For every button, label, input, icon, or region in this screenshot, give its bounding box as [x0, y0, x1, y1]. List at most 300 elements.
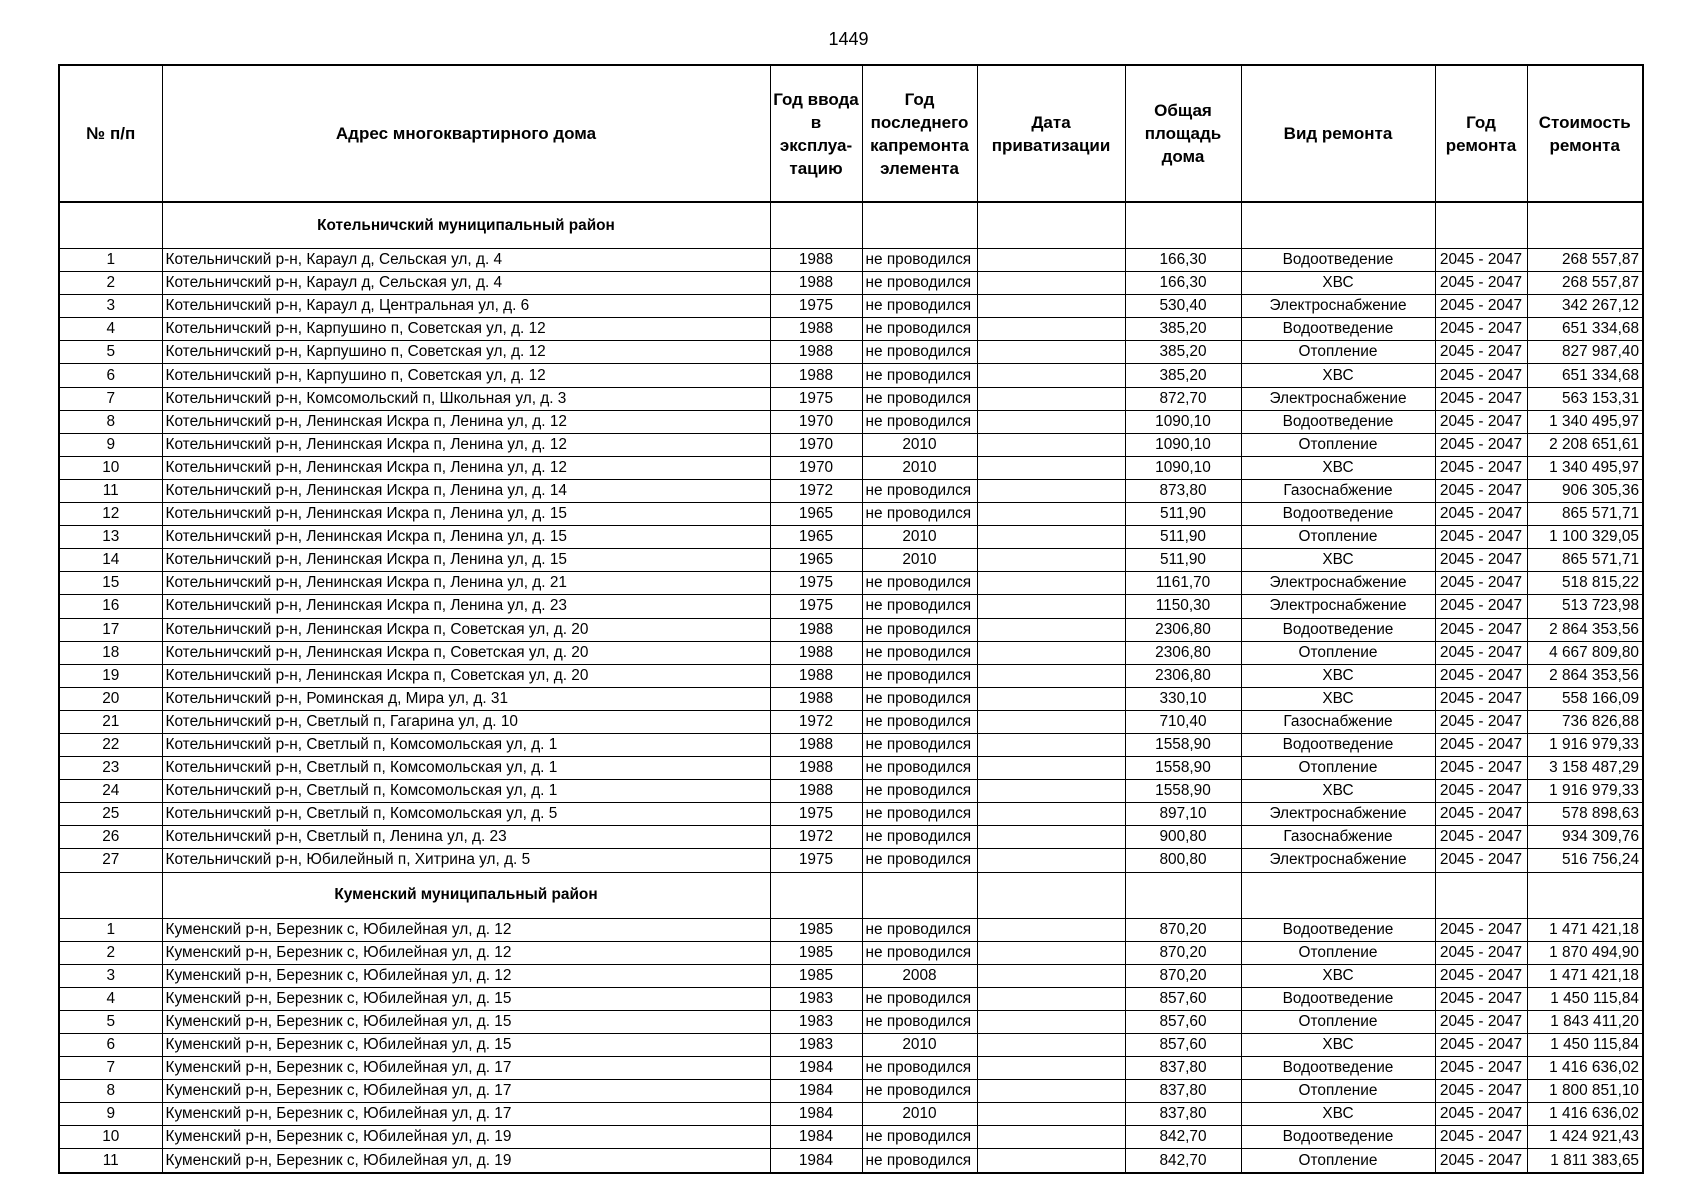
row-cost: 1 870 494,90	[1527, 941, 1643, 964]
table-row	[59, 456, 1643, 479]
row-cost: 651 334,68	[1527, 318, 1643, 341]
row-repair-type: ХВС	[1241, 664, 1435, 687]
row-address: Котельничский р-н, Ленинская Искра п, Ленина ул, д. 15	[162, 503, 770, 526]
row-cost: 513 723,98	[1527, 595, 1643, 618]
row-address: Котельничский р-н, Светлый п, Комсомольская ул, д. 1	[162, 733, 770, 756]
row-year-built: 1972	[770, 479, 862, 502]
row-privatization	[977, 572, 1125, 595]
row-year-built: 1975	[770, 295, 862, 318]
table-row	[59, 272, 1643, 295]
table-row	[59, 664, 1643, 687]
empty-cell	[1435, 202, 1527, 249]
row-last-repair: 2010	[862, 549, 977, 572]
row-repair-years: 2045 - 2047	[1435, 641, 1527, 664]
row-address: Куменский р-н, Березник с, Юбилейная ул, д. 12	[162, 941, 770, 964]
row-address: Котельничский р-н, Юбилейный п, Хитрина ул, д. 5	[162, 849, 770, 872]
row-number: 6	[59, 364, 162, 387]
table-row	[59, 526, 1643, 549]
table-row	[59, 387, 1643, 410]
row-privatization	[977, 1149, 1125, 1173]
header-privatization: Дата приватизации	[977, 65, 1125, 202]
table-row	[59, 757, 1643, 780]
table-row	[59, 572, 1643, 595]
row-repair-years: 2045 - 2047	[1435, 941, 1527, 964]
empty-cell	[1125, 872, 1241, 918]
row-number: 8	[59, 1080, 162, 1103]
row-cost: 1 471 421,18	[1527, 918, 1643, 941]
row-last-repair: 2010	[862, 526, 977, 549]
row-cost: 1 100 329,05	[1527, 526, 1643, 549]
row-repair-years: 2045 - 2047	[1435, 618, 1527, 641]
row-last-repair: не проводился	[862, 1080, 977, 1103]
row-area: 1090,10	[1125, 410, 1241, 433]
row-repair-type: Водоотведение	[1241, 1126, 1435, 1149]
row-address: Куменский р-н, Березник с, Юбилейная ул, д. 17	[162, 1057, 770, 1080]
row-last-repair: не проводился	[862, 410, 977, 433]
row-cost: 1 340 495,97	[1527, 410, 1643, 433]
row-repair-years: 2045 - 2047	[1435, 849, 1527, 872]
row-repair-years: 2045 - 2047	[1435, 433, 1527, 456]
row-area: 2306,80	[1125, 641, 1241, 664]
page-number: 1449	[828, 29, 869, 49]
row-cost: 2 864 353,56	[1527, 618, 1643, 641]
row-area: 1558,90	[1125, 757, 1241, 780]
row-last-repair: не проводился	[862, 295, 977, 318]
row-last-repair: не проводился	[862, 1126, 977, 1149]
district-title: Куменский муниципальный район	[162, 872, 770, 918]
row-year-built: 1988	[770, 341, 862, 364]
row-address: Куменский р-н, Березник с, Юбилейная ул, д. 12	[162, 964, 770, 987]
row-repair-type: Отопление	[1241, 941, 1435, 964]
empty-cell	[862, 202, 977, 249]
row-repair-years: 2045 - 2047	[1435, 341, 1527, 364]
row-area: 1161,70	[1125, 572, 1241, 595]
row-area: 385,20	[1125, 318, 1241, 341]
table-row	[59, 1103, 1643, 1126]
table-header	[59, 65, 1643, 202]
row-last-repair: не проводился	[862, 479, 977, 502]
row-number: 8	[59, 410, 162, 433]
row-year-built: 1988	[770, 664, 862, 687]
row-last-repair: не проводился	[862, 387, 977, 410]
row-year-built: 1988	[770, 618, 862, 641]
row-cost: 827 987,40	[1527, 341, 1643, 364]
row-area: 511,90	[1125, 549, 1241, 572]
row-address: Котельничский р-н, Караул д, Центральная ул, д. 6	[162, 295, 770, 318]
row-repair-type: Водоотведение	[1241, 987, 1435, 1010]
row-number: 6	[59, 1034, 162, 1057]
row-cost: 342 267,12	[1527, 295, 1643, 318]
row-repair-years: 2045 - 2047	[1435, 826, 1527, 849]
row-privatization	[977, 757, 1125, 780]
row-year-built: 1983	[770, 987, 862, 1010]
row-number: 13	[59, 526, 162, 549]
row-last-repair: не проводился	[862, 710, 977, 733]
table-row	[59, 318, 1643, 341]
row-repair-type: Отопление	[1241, 526, 1435, 549]
row-area: 870,20	[1125, 918, 1241, 941]
row-repair-years: 2045 - 2047	[1435, 456, 1527, 479]
table-row	[59, 410, 1643, 433]
table-row	[59, 595, 1643, 618]
row-year-built: 1988	[770, 249, 862, 272]
row-cost: 906 305,36	[1527, 479, 1643, 502]
row-cost: 1 450 115,84	[1527, 1034, 1643, 1057]
empty-cell	[1241, 202, 1435, 249]
empty-cell	[977, 872, 1125, 918]
row-address: Котельничский р-н, Светлый п, Комсомольская ул, д. 5	[162, 803, 770, 826]
row-cost: 1 424 921,43	[1527, 1126, 1643, 1149]
row-repair-years: 2045 - 2047	[1435, 387, 1527, 410]
table-row	[59, 433, 1643, 456]
row-privatization	[977, 295, 1125, 318]
row-area: 166,30	[1125, 272, 1241, 295]
row-cost: 1 916 979,33	[1527, 733, 1643, 756]
row-address: Котельничский р-н, Роминская д, Мира ул, д. 31	[162, 687, 770, 710]
row-year-built: 1970	[770, 433, 862, 456]
row-year-built: 1988	[770, 757, 862, 780]
row-last-repair: не проводился	[862, 364, 977, 387]
row-number: 24	[59, 780, 162, 803]
row-number: 10	[59, 456, 162, 479]
row-area: 900,80	[1125, 826, 1241, 849]
empty-cell	[1125, 202, 1241, 249]
row-privatization	[977, 503, 1125, 526]
row-area: 2306,80	[1125, 664, 1241, 687]
row-repair-years: 2045 - 2047	[1435, 918, 1527, 941]
row-last-repair: не проводился	[862, 618, 977, 641]
row-year-built: 1965	[770, 503, 862, 526]
row-privatization	[977, 918, 1125, 941]
table-row	[59, 503, 1643, 526]
row-repair-years: 2045 - 2047	[1435, 410, 1527, 433]
row-number: 17	[59, 618, 162, 641]
row-last-repair: не проводился	[862, 595, 977, 618]
table-body	[59, 202, 1643, 1173]
row-cost: 865 571,71	[1527, 549, 1643, 572]
row-privatization	[977, 941, 1125, 964]
row-repair-type: Газоснабжение	[1241, 710, 1435, 733]
row-last-repair: не проводился	[862, 941, 977, 964]
row-address: Куменский р-н, Березник с, Юбилейная ул, д. 17	[162, 1080, 770, 1103]
row-repair-type: Отопление	[1241, 757, 1435, 780]
row-cost: 4 667 809,80	[1527, 641, 1643, 664]
row-year-built: 1983	[770, 1034, 862, 1057]
row-year-built: 1988	[770, 733, 862, 756]
row-repair-type: ХВС	[1241, 456, 1435, 479]
row-last-repair: не проводился	[862, 341, 977, 364]
table-row	[59, 618, 1643, 641]
row-last-repair: 2010	[862, 456, 977, 479]
row-address: Котельничский р-н, Ленинская Искра п, Ленина ул, д. 12	[162, 410, 770, 433]
row-address: Куменский р-н, Березник с, Юбилейная ул, д. 15	[162, 1034, 770, 1057]
row-number: 21	[59, 710, 162, 733]
table-row	[59, 987, 1643, 1010]
row-area: 166,30	[1125, 249, 1241, 272]
row-cost: 736 826,88	[1527, 710, 1643, 733]
row-repair-type: Отопление	[1241, 341, 1435, 364]
row-privatization	[977, 595, 1125, 618]
row-year-built: 1970	[770, 410, 862, 433]
row-number: 11	[59, 479, 162, 502]
row-number: 9	[59, 1103, 162, 1126]
row-cost: 268 557,87	[1527, 272, 1643, 295]
empty-cell	[977, 202, 1125, 249]
row-privatization	[977, 849, 1125, 872]
row-area: 870,20	[1125, 964, 1241, 987]
row-repair-type: Водоотведение	[1241, 503, 1435, 526]
row-last-repair: не проводился	[862, 918, 977, 941]
header-repair-years: Год ремонта	[1435, 65, 1527, 202]
row-privatization	[977, 526, 1125, 549]
row-area: 800,80	[1125, 849, 1241, 872]
row-privatization	[977, 387, 1125, 410]
row-privatization	[977, 687, 1125, 710]
row-year-built: 1988	[770, 318, 862, 341]
row-area: 857,60	[1125, 987, 1241, 1010]
row-area: 837,80	[1125, 1103, 1241, 1126]
row-number: 7	[59, 1057, 162, 1080]
row-repair-years: 2045 - 2047	[1435, 595, 1527, 618]
row-number: 3	[59, 295, 162, 318]
row-number: 2	[59, 272, 162, 295]
row-year-built: 1975	[770, 595, 862, 618]
row-privatization	[977, 803, 1125, 826]
row-repair-type: ХВС	[1241, 549, 1435, 572]
row-repair-type: Отопление	[1241, 1080, 1435, 1103]
row-repair-type: Электроснабжение	[1241, 595, 1435, 618]
table-row	[59, 1010, 1643, 1033]
row-number: 10	[59, 1126, 162, 1149]
row-address: Котельничский р-н, Караул д, Сельская ул, д. 4	[162, 272, 770, 295]
row-area: 710,40	[1125, 710, 1241, 733]
row-privatization	[977, 249, 1125, 272]
row-last-repair: 2010	[862, 1103, 977, 1126]
row-area: 1558,90	[1125, 780, 1241, 803]
row-address: Котельничский р-н, Карпушино п, Советская ул, д. 12	[162, 318, 770, 341]
row-privatization	[977, 341, 1125, 364]
row-number: 20	[59, 687, 162, 710]
row-address: Куменский р-н, Березник с, Юбилейная ул, д. 17	[162, 1103, 770, 1126]
row-cost: 268 557,87	[1527, 249, 1643, 272]
row-privatization	[977, 1103, 1125, 1126]
row-number: 4	[59, 318, 162, 341]
row-address: Котельничский р-н, Ленинская Искра п, Советская ул, д. 20	[162, 664, 770, 687]
table-row	[59, 1149, 1643, 1173]
row-privatization	[977, 664, 1125, 687]
row-repair-years: 2045 - 2047	[1435, 1149, 1527, 1173]
row-privatization	[977, 826, 1125, 849]
row-last-repair: не проводился	[862, 249, 977, 272]
row-address: Котельничский р-н, Ленинская Искра п, Советская ул, д. 20	[162, 618, 770, 641]
table-row	[59, 249, 1643, 272]
row-privatization	[977, 433, 1125, 456]
row-area: 897,10	[1125, 803, 1241, 826]
table-row	[59, 941, 1643, 964]
row-repair-type: ХВС	[1241, 272, 1435, 295]
row-privatization	[977, 1057, 1125, 1080]
table-row	[59, 780, 1643, 803]
row-year-built: 1988	[770, 780, 862, 803]
row-area: 1558,90	[1125, 733, 1241, 756]
row-cost: 1 416 636,02	[1527, 1057, 1643, 1080]
row-address: Котельничский р-н, Ленинская Искра п, Ленина ул, д. 14	[162, 479, 770, 502]
row-address: Куменский р-н, Березник с, Юбилейная ул, д. 19	[162, 1126, 770, 1149]
row-privatization	[977, 410, 1125, 433]
table-row	[59, 733, 1643, 756]
row-privatization	[977, 618, 1125, 641]
row-number: 5	[59, 1010, 162, 1033]
row-number: 15	[59, 572, 162, 595]
row-repair-type: Отопление	[1241, 1010, 1435, 1033]
row-privatization	[977, 710, 1125, 733]
table-row	[59, 849, 1643, 872]
row-repair-years: 2045 - 2047	[1435, 503, 1527, 526]
row-last-repair: не проводился	[862, 572, 977, 595]
row-last-repair: не проводился	[862, 641, 977, 664]
row-repair-years: 2045 - 2047	[1435, 272, 1527, 295]
row-privatization	[977, 272, 1125, 295]
row-address: Котельничский р-н, Ленинская Искра п, Советская ул, д. 20	[162, 641, 770, 664]
row-repair-years: 2045 - 2047	[1435, 1080, 1527, 1103]
header-cost: Стоимость ремонта	[1527, 65, 1643, 202]
row-number: 5	[59, 341, 162, 364]
row-address: Котельничский р-н, Ленинская Искра п, Ленина ул, д. 15	[162, 526, 770, 549]
row-number: 11	[59, 1149, 162, 1173]
row-address: Котельничский р-н, Ленинская Искра п, Ленина ул, д. 15	[162, 549, 770, 572]
row-privatization	[977, 479, 1125, 502]
row-repair-type: Газоснабжение	[1241, 826, 1435, 849]
row-cost: 2 864 353,56	[1527, 664, 1643, 687]
row-address: Котельничский р-н, Светлый п, Ленина ул, д. 23	[162, 826, 770, 849]
row-year-built: 1972	[770, 710, 862, 733]
row-repair-type: ХВС	[1241, 1034, 1435, 1057]
row-address: Куменский р-н, Березник с, Юбилейная ул, д. 15	[162, 1010, 770, 1033]
row-area: 873,80	[1125, 479, 1241, 502]
header-address: Адрес многоквартирного дома	[162, 65, 770, 202]
row-repair-years: 2045 - 2047	[1435, 572, 1527, 595]
row-year-built: 1988	[770, 687, 862, 710]
row-year-built: 1984	[770, 1126, 862, 1149]
row-repair-type: Водоотведение	[1241, 918, 1435, 941]
row-number: 2	[59, 941, 162, 964]
row-repair-type: Электроснабжение	[1241, 849, 1435, 872]
row-privatization	[977, 318, 1125, 341]
empty-cell	[770, 872, 862, 918]
table-row	[59, 918, 1643, 941]
row-address: Котельничский р-н, Ленинская Искра п, Ленина ул, д. 12	[162, 433, 770, 456]
row-last-repair: не проводился	[862, 503, 977, 526]
row-repair-years: 2045 - 2047	[1435, 1034, 1527, 1057]
row-year-built: 1985	[770, 941, 862, 964]
row-last-repair: не проводился	[862, 803, 977, 826]
row-address: Котельничский р-н, Светлый п, Гагарина ул, д. 10	[162, 710, 770, 733]
row-cost: 651 334,68	[1527, 364, 1643, 387]
row-repair-years: 2045 - 2047	[1435, 1057, 1527, 1080]
row-repair-type: Отопление	[1241, 641, 1435, 664]
row-last-repair: не проводился	[862, 1149, 977, 1173]
row-area: 857,60	[1125, 1010, 1241, 1033]
row-repair-years: 2045 - 2047	[1435, 1126, 1527, 1149]
row-repair-years: 2045 - 2047	[1435, 479, 1527, 502]
row-address: Котельничский р-н, Комсомольский п, Школьная ул, д. 3	[162, 387, 770, 410]
row-area: 842,70	[1125, 1149, 1241, 1173]
row-repair-type: Отопление	[1241, 1149, 1435, 1173]
row-number: 23	[59, 757, 162, 780]
row-address: Котельничский р-н, Караул д, Сельская ул, д. 4	[162, 249, 770, 272]
empty-cell	[1435, 872, 1527, 918]
row-year-built: 1975	[770, 849, 862, 872]
row-number: 9	[59, 433, 162, 456]
row-year-built: 1988	[770, 272, 862, 295]
row-number: 18	[59, 641, 162, 664]
table-row	[59, 1057, 1643, 1080]
row-privatization	[977, 549, 1125, 572]
row-last-repair: не проводился	[862, 757, 977, 780]
row-last-repair: не проводился	[862, 849, 977, 872]
row-area: 842,70	[1125, 1126, 1241, 1149]
row-cost: 1 471 421,18	[1527, 964, 1643, 987]
row-repair-type: Газоснабжение	[1241, 479, 1435, 502]
row-cost: 1 340 495,97	[1527, 456, 1643, 479]
row-privatization	[977, 780, 1125, 803]
row-cost: 518 815,22	[1527, 572, 1643, 595]
row-year-built: 1975	[770, 572, 862, 595]
row-privatization	[977, 456, 1125, 479]
row-cost: 1 416 636,02	[1527, 1103, 1643, 1126]
row-privatization	[977, 964, 1125, 987]
row-area: 1150,30	[1125, 595, 1241, 618]
repair-registry-table	[58, 64, 1644, 1174]
row-number: 1	[59, 918, 162, 941]
row-repair-years: 2045 - 2047	[1435, 964, 1527, 987]
row-privatization	[977, 733, 1125, 756]
row-address: Котельничский р-н, Карпушино п, Советская ул, д. 12	[162, 364, 770, 387]
empty-cell	[59, 202, 162, 249]
row-repair-type: ХВС	[1241, 687, 1435, 710]
row-address: Котельничский р-н, Светлый п, Комсомольская ул, д. 1	[162, 780, 770, 803]
row-repair-type: Водоотведение	[1241, 1057, 1435, 1080]
row-cost: 1 450 115,84	[1527, 987, 1643, 1010]
table-row	[59, 826, 1643, 849]
district-row	[59, 202, 1643, 249]
row-repair-years: 2045 - 2047	[1435, 1010, 1527, 1033]
row-last-repair: не проводился	[862, 318, 977, 341]
row-repair-years: 2045 - 2047	[1435, 987, 1527, 1010]
row-area: 2306,80	[1125, 618, 1241, 641]
row-repair-type: Отопление	[1241, 433, 1435, 456]
row-cost: 865 571,71	[1527, 503, 1643, 526]
row-area: 837,80	[1125, 1057, 1241, 1080]
empty-cell	[1527, 202, 1643, 249]
row-repair-years: 2045 - 2047	[1435, 295, 1527, 318]
district-row	[59, 872, 1643, 918]
row-repair-type: Водоотведение	[1241, 318, 1435, 341]
row-year-built: 1975	[770, 803, 862, 826]
row-number: 7	[59, 387, 162, 410]
row-repair-type: Электроснабжение	[1241, 387, 1435, 410]
table-row	[59, 295, 1643, 318]
header-area: Общая площадь дома	[1125, 65, 1241, 202]
row-last-repair: 2010	[862, 1034, 977, 1057]
row-repair-years: 2045 - 2047	[1435, 757, 1527, 780]
row-cost: 563 153,31	[1527, 387, 1643, 410]
row-repair-type: Водоотведение	[1241, 249, 1435, 272]
empty-cell	[1527, 872, 1643, 918]
table-row	[59, 549, 1643, 572]
row-year-built: 1985	[770, 964, 862, 987]
district-title: Котельничский муниципальный район	[162, 202, 770, 249]
